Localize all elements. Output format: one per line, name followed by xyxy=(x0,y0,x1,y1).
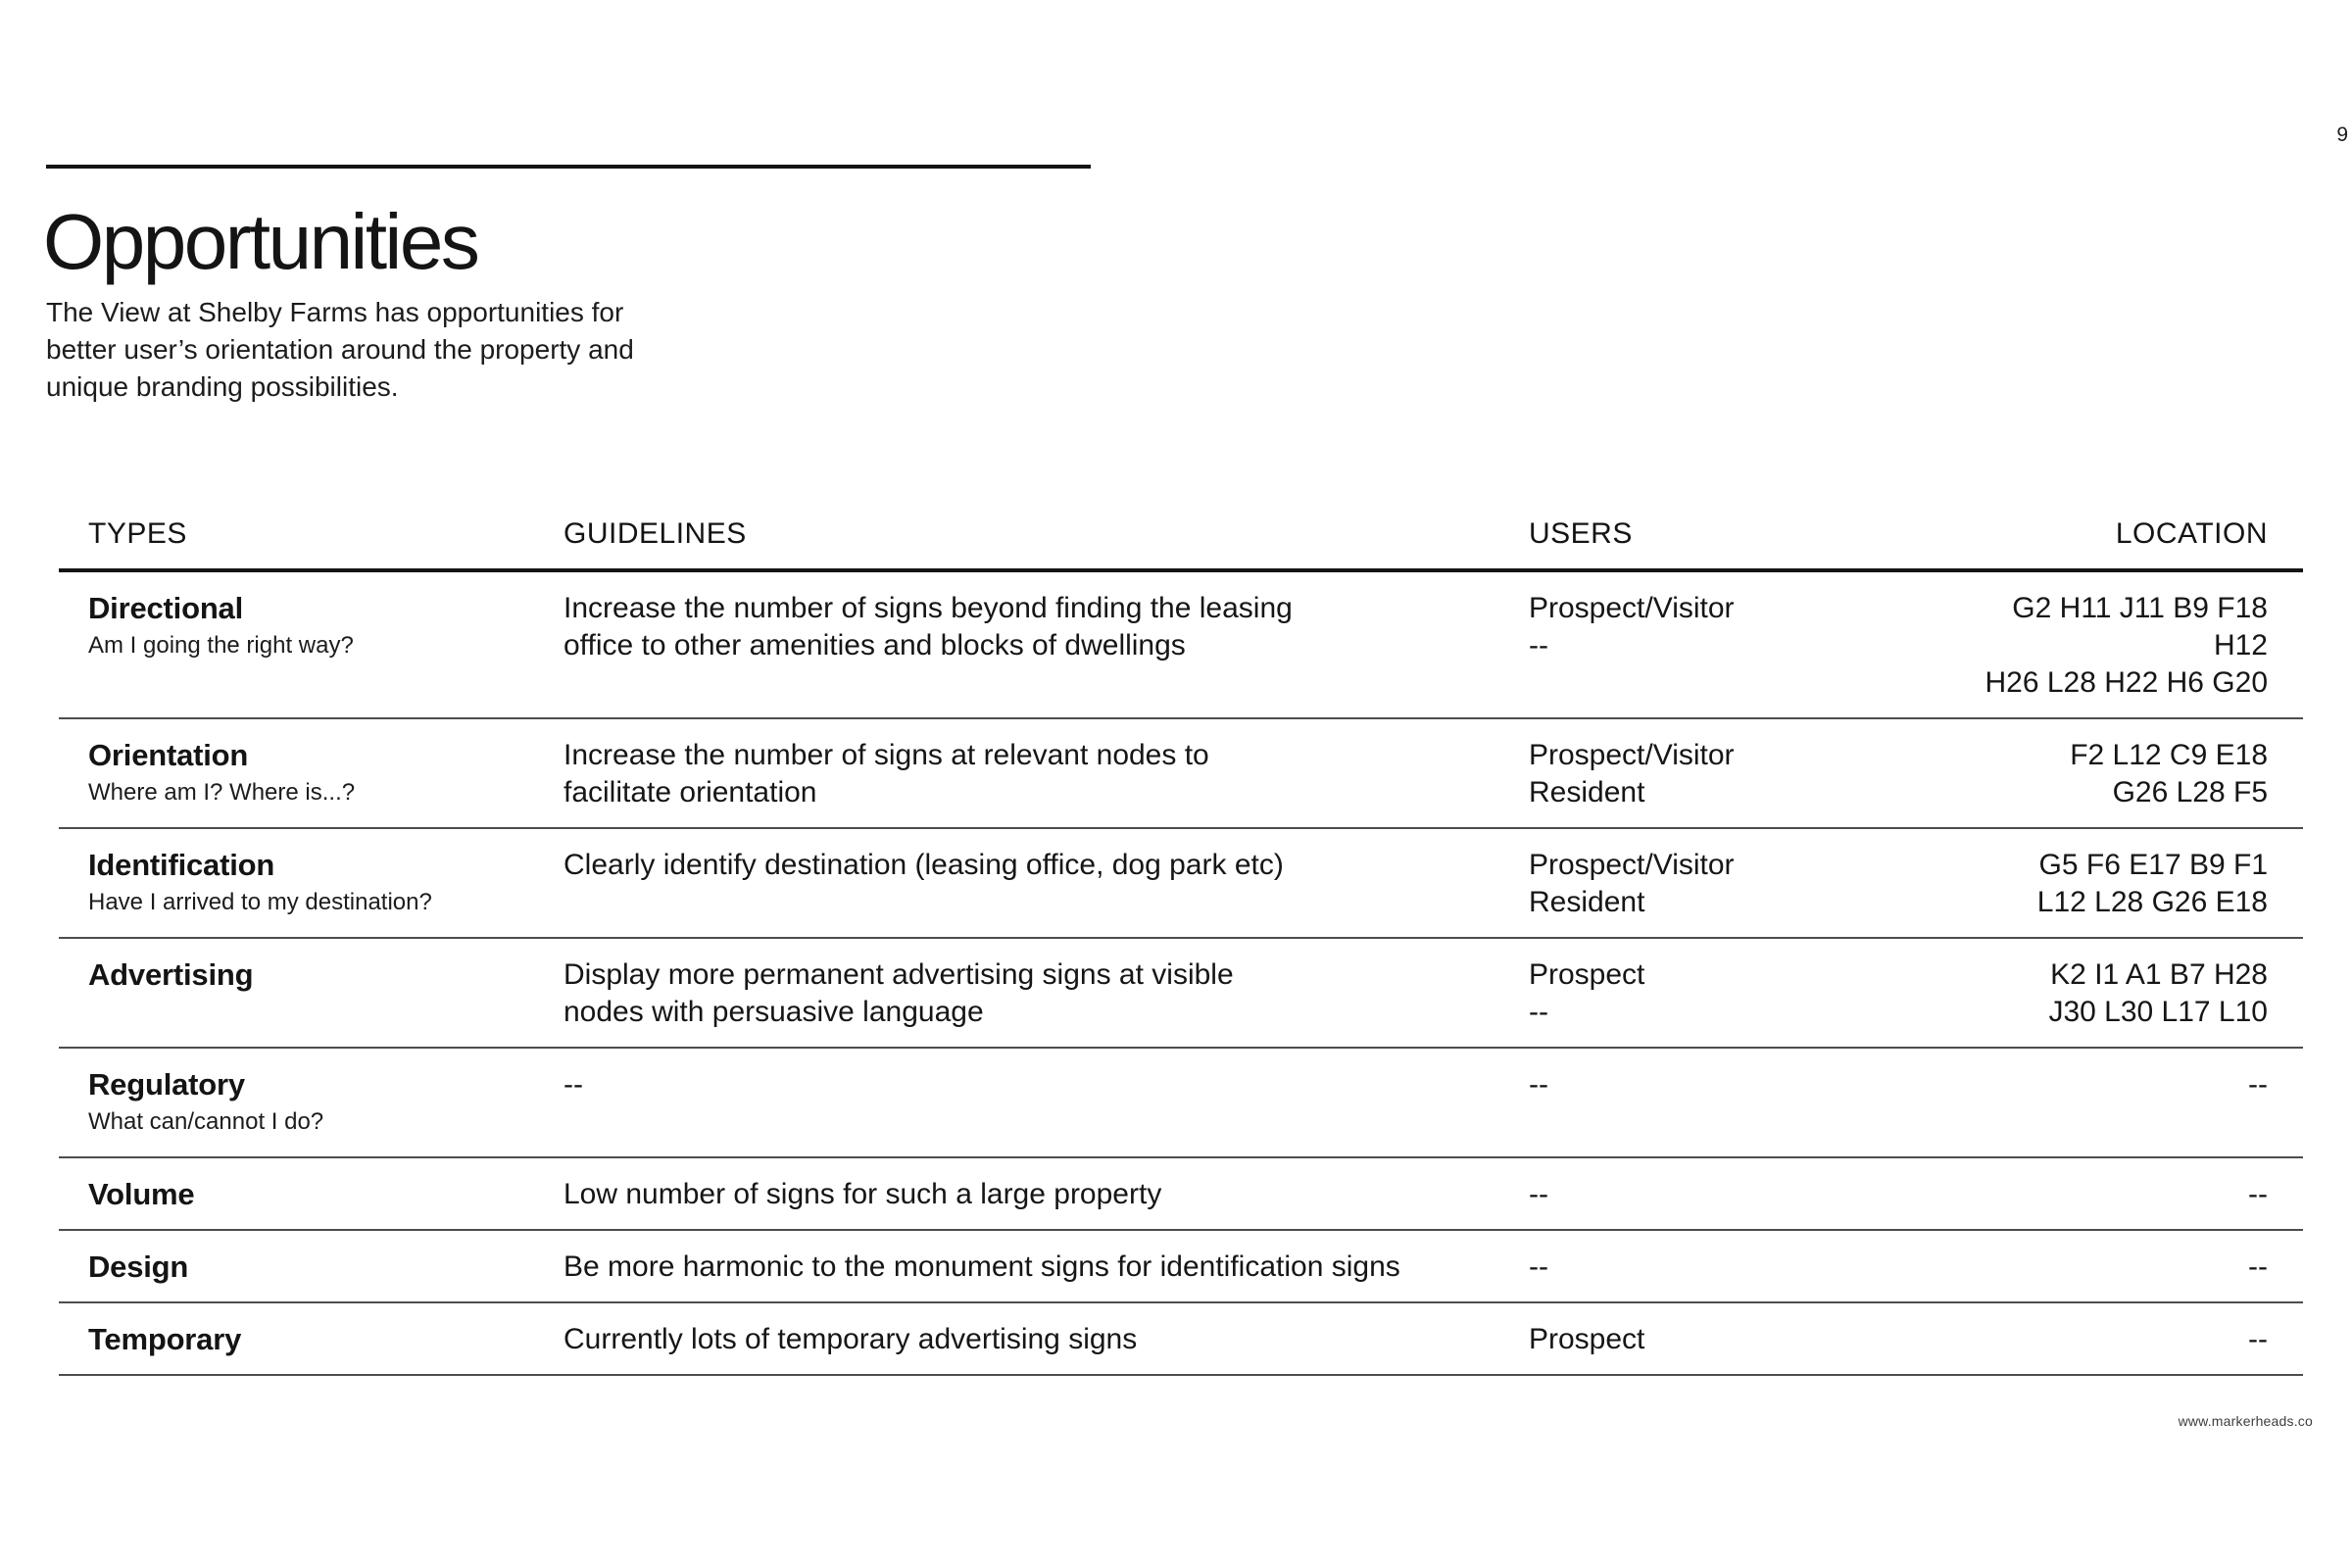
cell-location-line: G5 F6 E17 B9 F1 xyxy=(2038,849,2268,881)
page-title: Opportunities xyxy=(43,198,478,285)
column-header-location: LOCATION xyxy=(2115,517,2268,550)
cell-guidelines-line: Low number of signs for such a large property xyxy=(564,1178,1162,1210)
cell-users-line: -- xyxy=(1529,629,1548,662)
cell-users-line: Resident xyxy=(1529,886,1645,918)
table-body xyxy=(59,572,2303,1376)
cell-users-line: Prospect xyxy=(1529,1323,1645,1355)
cell-type xyxy=(88,956,564,1031)
table-row xyxy=(59,1303,2303,1376)
cell-location-line: G2 H11 J11 B9 F18 H12 xyxy=(2012,592,2268,662)
cell-guidelines-line: Increase the number of signs beyond finding the leasing xyxy=(564,592,1293,624)
cell-guidelines xyxy=(564,1321,1529,1358)
cell-type xyxy=(88,1321,564,1358)
cell-type xyxy=(88,1066,564,1141)
table-row xyxy=(59,829,2303,939)
cell-type xyxy=(88,737,564,811)
cell-location-line: -- xyxy=(2248,1250,2268,1283)
cell-guidelines-line: -- xyxy=(564,1068,583,1101)
cell-location xyxy=(1950,847,2268,921)
cell-type xyxy=(88,1176,564,1213)
cell-guidelines-line: facilitate orientation xyxy=(564,776,817,808)
cell-users xyxy=(1529,1066,1950,1141)
cell-location xyxy=(1950,1249,2268,1286)
cell-location xyxy=(1950,590,2268,702)
column-header-users: USERS xyxy=(1529,517,1633,550)
cell-users-line: -- xyxy=(1529,996,1548,1028)
cell-location-line: G26 L28 F5 xyxy=(2112,776,2268,808)
type-name: Design xyxy=(88,1250,189,1284)
cell-users xyxy=(1529,1321,1950,1358)
table-row xyxy=(59,1049,2303,1158)
cell-location-line: H26 L28 H22 H6 G20 xyxy=(1984,666,2268,699)
type-name: Temporary xyxy=(88,1322,242,1356)
table-row xyxy=(59,1231,2303,1303)
cell-location-line: K2 I1 A1 B7 H28 xyxy=(2050,958,2268,991)
cell-type xyxy=(88,590,564,702)
cell-location xyxy=(1950,737,2268,811)
cell-users xyxy=(1529,737,1950,811)
type-name: Directional xyxy=(88,591,244,625)
cell-guidelines-line: Currently lots of temporary advertising signs xyxy=(564,1323,1138,1355)
cell-location xyxy=(1950,1321,2268,1358)
cell-users-line: Prospect xyxy=(1529,958,1645,991)
cell-location xyxy=(1950,1176,2268,1213)
cell-users-line: Prospect/Visitor xyxy=(1529,592,1735,624)
type-question: Have I arrived to my destination? xyxy=(88,889,432,915)
cell-users-line: -- xyxy=(1529,1178,1548,1210)
type-name: Advertising xyxy=(88,957,254,992)
cell-guidelines-line: office to other amenities and blocks of dwellings xyxy=(564,629,1186,662)
table-row xyxy=(59,939,2303,1049)
type-name: Regulatory xyxy=(88,1067,245,1102)
cell-guidelines xyxy=(564,847,1529,921)
title-rule-divider xyxy=(46,165,1091,169)
cell-users-line: Resident xyxy=(1529,776,1645,808)
cell-guidelines-line: Display more permanent advertising signs at visible xyxy=(564,958,1234,991)
cell-location xyxy=(1950,1066,2268,1141)
cell-users xyxy=(1529,847,1950,921)
cell-guidelines xyxy=(564,1176,1529,1213)
cell-guidelines-line: Clearly identify destination (leasing office, dog park etc) xyxy=(564,849,1284,881)
page-number: 9 xyxy=(2336,123,2348,146)
cell-guidelines xyxy=(564,737,1529,811)
cell-location-line: -- xyxy=(2248,1178,2268,1210)
cell-guidelines-line: nodes with persuasive language xyxy=(564,996,984,1028)
footer-url: www.markerheads.co xyxy=(2178,1413,2313,1429)
cell-users xyxy=(1529,1249,1950,1286)
cell-users-line: -- xyxy=(1529,1250,1548,1283)
cell-users xyxy=(1529,956,1950,1031)
opportunities-table xyxy=(59,515,2303,1376)
cell-users-line: Prospect/Visitor xyxy=(1529,739,1735,771)
cell-guidelines xyxy=(564,1249,1529,1286)
table-row xyxy=(59,1158,2303,1231)
cell-location-line: -- xyxy=(2248,1323,2268,1355)
cell-type xyxy=(88,847,564,921)
cell-guidelines-line: Increase the number of signs at relevant nodes to xyxy=(564,739,1209,771)
cell-users-line: -- xyxy=(1529,1068,1548,1101)
page-subtitle xyxy=(46,294,634,406)
cell-location-line: F2 L12 C9 E18 xyxy=(2070,739,2268,771)
table-row xyxy=(59,572,2303,719)
cell-location-line: L12 L28 G26 E18 xyxy=(2036,886,2268,918)
cell-users xyxy=(1529,1176,1950,1213)
type-question: What can/cannot I do? xyxy=(88,1108,324,1135)
subtitle-line: better user’s orientation around the property and xyxy=(46,334,634,365)
type-question: Am I going the right way? xyxy=(88,632,354,659)
cell-guidelines-line: Be more harmonic to the monument signs for identification signs xyxy=(564,1250,1400,1283)
cell-guidelines xyxy=(564,1066,1529,1141)
cell-location xyxy=(1950,956,2268,1031)
column-header-guidelines: GUIDELINES xyxy=(564,517,747,550)
type-name: Identification xyxy=(88,848,275,882)
cell-users-line: Prospect/Visitor xyxy=(1529,849,1735,881)
type-question: Where am I? Where is...? xyxy=(88,779,356,806)
table-header-row xyxy=(59,515,2303,572)
subtitle-line: unique branding possibilities. xyxy=(46,371,399,402)
type-name: Volume xyxy=(88,1177,195,1211)
cell-guidelines xyxy=(564,956,1529,1031)
cell-location-line: -- xyxy=(2248,1068,2268,1101)
table-row xyxy=(59,719,2303,829)
column-header-types: TYPES xyxy=(88,517,187,550)
cell-location-line: J30 L30 L17 L10 xyxy=(2048,996,2268,1028)
cell-guidelines xyxy=(564,590,1529,702)
type-name: Orientation xyxy=(88,738,249,772)
cell-users xyxy=(1529,590,1950,702)
subtitle-line: The View at Shelby Farms has opportunities for xyxy=(46,297,624,327)
cell-type xyxy=(88,1249,564,1286)
